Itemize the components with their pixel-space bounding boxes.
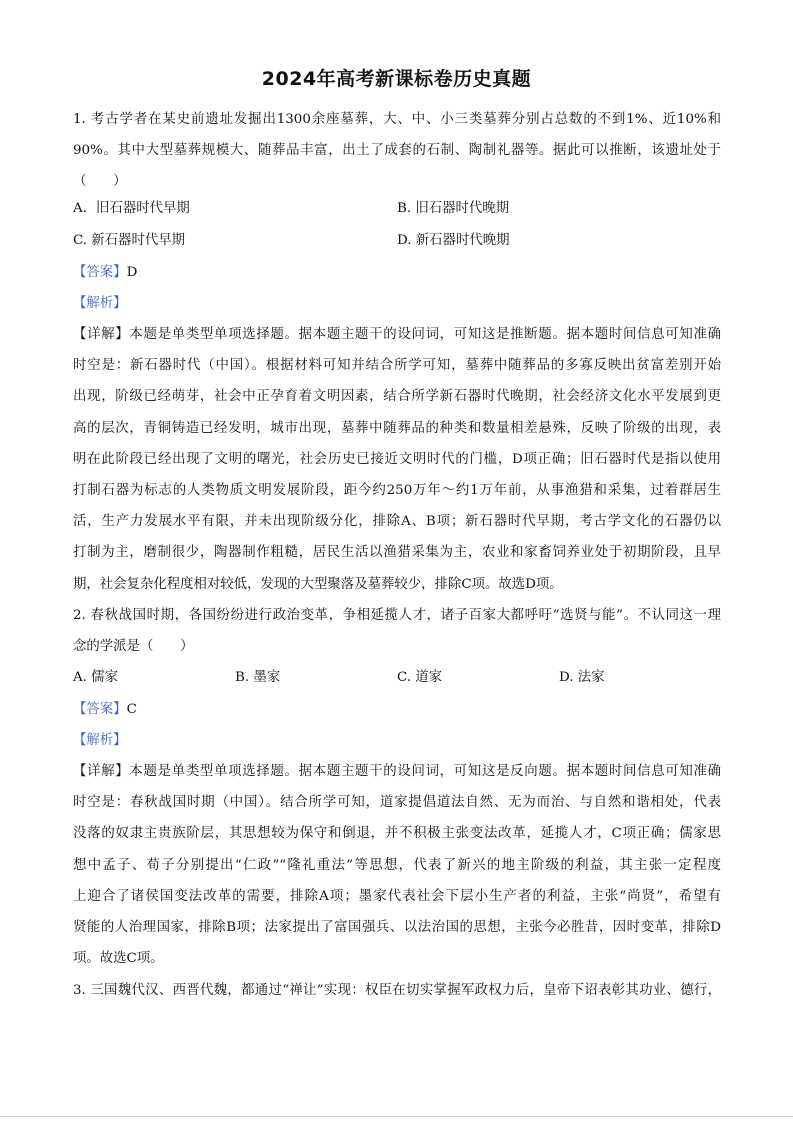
question-2-stem (73, 600, 721, 662)
question-1-line-1: 1. 考古学者在某史前遗址发掘出1300余座墓葬，大、中、小三类墓葬分别占总数的不到1%、近10%和 (73, 112, 721, 127)
question-1-options-row-2 (73, 225, 721, 256)
question-1-option-b: B. 旧石器时代晚期 (397, 201, 510, 216)
question-2-detail-line-5: 上迎合了诸侯国变法改革的需要，排除A项；墨家代表社会下层小生产者的利益，主张“尚贤”，希望有 (73, 888, 721, 904)
question-2-option-a: A. 儒家 (73, 670, 118, 685)
question-2-detail-line-2: 时空是：春秋战国时期（中国）。结合所学可知，道家提倡道法自然、无为而治、与自然和谐相处，代表 (73, 795, 721, 811)
question-1-line-3: （ ） (73, 174, 127, 190)
answer-value: C (126, 702, 137, 717)
question-1-detail-line-5: 明在此阶段已经出现了文明的曙光，社会历史已接近文明时代的门槛，D项正确；旧石器时代是指以使用 (73, 451, 721, 467)
question-3-stem (73, 975, 721, 1006)
question-1-options-row-1 (73, 193, 721, 224)
question-1-line-2: 90%。其中大型墓葬规模大、随葬品丰富，出土了成套的石制、陶制礼器等。据此可以推断，该遗址处于 (73, 143, 721, 159)
question-1-answer (73, 257, 137, 288)
question-2-detail-line-7: 项。故选C项。 (73, 951, 164, 967)
question-1-option-d: D. 新石器时代晚期 (397, 233, 510, 248)
question-1-analysis-heading (73, 288, 127, 319)
question-2-detail-line-4: 想中孟子、荀子分别提出“仁政”“隆礼重法”等思想，代表了新兴的地主阶级的利益，其主张一定程度 (73, 857, 721, 873)
question-1-detail-line-1: 【详解】本题是单类型单项选择题。据本题主题干的设问词，可知这是推断题。据本题时间信息可知准确 (73, 327, 721, 342)
answer-label: 【答案】 (73, 265, 127, 280)
question-2-detail-line-3: 没落的奴隶主贵族阶层，其思想较为保守和倒退，并不积极主张变法改革，延揽人才，C项正确；儒家思 (73, 826, 721, 842)
question-2-line-1: 2. 春秋战国时期，各国纷纷进行政治变革，争相延揽人才，诸子百家大都呼吁“选贤与能”。不认同这一理 (73, 608, 721, 623)
analysis-label: 【解析】 (73, 296, 127, 311)
question-2-detail-line-1: 【详解】本题是单类型单项选择题。据本题主题干的设问词，可知这是反向题。据本题时间信息可知准确 (73, 764, 721, 779)
question-2-answer (73, 694, 137, 725)
question-2-line-2: 念的学派是（ ） (73, 639, 194, 655)
question-2-option-d: D. 法家 (559, 670, 605, 685)
question-1-detail-line-7: 活，生产力发展水平有限，并未出现阶级分化，排除A、B项；新石器时代早期，考古学文化的石器仍以 (73, 514, 721, 530)
question-2-options-row (73, 662, 721, 693)
question-2-option-b: B. 墨家 (235, 670, 281, 685)
question-1-detail-line-6: 打制石器为标志的人类物质文明发展阶段，距今约250万年～约1万年前，从事渔猎和采集，过着群居生 (73, 482, 721, 498)
question-1-detail-line-9: 期，社会复杂化程度相对较低，发现的大型聚落及墓葬较少，排除C项。故选D项。 (73, 576, 563, 592)
question-2-detail-line-6: 贤能的人治理国家，排除B项；法家提出了富国强兵、以法治国的思想，主张今必胜昔，因时变革，排除D (73, 919, 721, 935)
detail-label: 【详解】 (73, 327, 130, 342)
answer-value: D (126, 265, 138, 280)
question-1-detail (73, 319, 721, 600)
question-1-detail-line-3: 出现，阶级已经萌芽，社会中正孕育着文明因素，结合所学新石器时代晚期，社会经济文化水平发展到更 (73, 389, 721, 405)
question-1-option-a: A．旧石器时代早期 (73, 201, 190, 216)
analysis-label: 【解析】 (73, 733, 127, 748)
question-2-analysis-heading (73, 725, 127, 756)
question-1-stem (73, 104, 721, 198)
answer-label: 【答案】 (73, 702, 127, 717)
question-1-detail-line-4: 高的层次，青铜铸造已经发明，城市出现，墓葬中随葬品的种类和数量相差悬殊，反映了阶级的出现，表 (73, 420, 721, 436)
detail-label: 【详解】 (73, 764, 130, 779)
page-bottom-divider (0, 1116, 793, 1117)
question-1-option-c: C. 新石器时代早期 (73, 233, 186, 248)
question-1-detail-line-2: 时空是：新石器时代（中国）。根据材料可知并结合所学可知，墓葬中随葬品的多寡反映出贫富差别开始 (73, 358, 721, 374)
question-2-detail (73, 756, 721, 974)
question-1-detail-line-8: 打制为主，磨制很少，陶器制作粗糙，居民生活以渔猎采集为主，农业和家畜饲养业处于初期阶段，且早 (73, 545, 721, 561)
question-3-line-1: 3. 三国魏代汉、西晋代魏，都通过“禅让”实现：权臣在切实掌握军政权力后，皇帝下诏表彰其功业、德行， (73, 983, 721, 998)
page-title: 2024年高考新课标卷历史真题 (261, 68, 532, 90)
question-2-option-c: C. 道家 (397, 670, 443, 685)
